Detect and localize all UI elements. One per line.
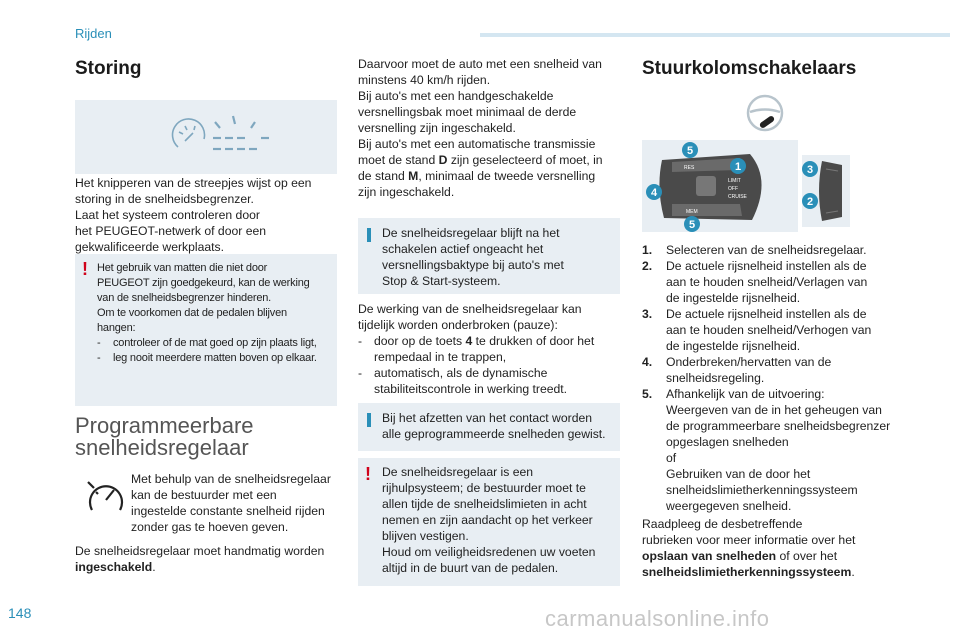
mat-warning-text: Het gebruik van matten die niet door PEUGEOT zijn goedgekeurd, kan de werking van de snelheidsbegrenzer hinderen. Om te voorkomen dat de pedalen blijven hangen: - controleer of de mat goed op zijn plaats ligt, - leg nooit meerdere matten boven op elkaar. — [97, 261, 333, 366]
page-number: 148 — [8, 605, 32, 621]
warning-icon: ! — [82, 259, 88, 279]
steering-wheel-icon — [745, 93, 785, 138]
storing-title: Storing — [75, 58, 142, 79]
mat-warning-box — [75, 254, 337, 406]
warning-icon: ! — [365, 464, 371, 484]
list-item: 2. De actuele rijsnelheid instellen als de aan te houden snelheid/Verlagen van de ingestelde rijsnelheid. — [642, 259, 868, 305]
driver-responsibility-warning-box — [358, 458, 620, 586]
speed-requirement-text: Daarvoor moet de auto met een snelheid van minstens 40 km/h rijden. Bij auto's met een handgeschakelde versnellingsbak moet minimaal de derde versnelling zijn ingeschakeld. Bij auto's met een automatische transmissie moet de stand D zijn geselecteerd of moet, in de stand M, minimaal de tweede versnelling zijn ingeschakeld. — [358, 57, 603, 199]
svg-text:5: 5 — [688, 219, 696, 231]
list-item: 4. Onderbreken/hervatten van de snelheidsregeling. — [642, 355, 832, 385]
svg-text:4: 4 — [650, 187, 658, 199]
programmable-cruise-intro: Met behulp van de snelheidsregelaar kan de bestuurder met een ingestelde constante snelheid rijden zonder gas te hoeven geven. — [131, 472, 331, 534]
storing-text: Het knipperen van de streepjes wijst op een storing in de snelheidsbegrenzer. Laat het systeem controleren door het PEUGEOT-netwerk of door een gekwalificeerde werkplaats. — [75, 176, 312, 254]
list-item: 5. Afhankelijk van de uitvoering: Weergeven van de in het geheugen van de programmeerbare snelheidsbegrenzer opgeslagen snelheden of Gebruiken van de door het snelheidslimietherkenningssysteem weergegeven snelheid. — [642, 387, 891, 513]
driver-responsibility-text: De snelheidsregelaar is een rijhulpsysteem; de bestuurder moet te allen tijde de snelheidslimieten in acht nemen en zijn aandacht op het verkeer blijven vestigen. Houd om veiligheidsredenen uw voeten altijd in de buurt van de pedalen. — [382, 465, 596, 575]
svg-text:3: 3 — [806, 164, 814, 176]
svg-text:1: 1 — [734, 161, 742, 173]
info-box-stop-start — [358, 218, 620, 294]
list-item: - leg nooit meerdere matten boven op elkaar. — [97, 352, 317, 364]
mem-label: MEM — [686, 209, 698, 215]
stalk-diagram-side — [802, 155, 850, 227]
badge-1 — [730, 158, 746, 174]
list-item: - door op de toets 4 te drukken of door het — [358, 334, 595, 348]
header-divider — [480, 33, 950, 37]
badge-4 — [646, 184, 662, 200]
limit-label: LIMIT — [728, 178, 741, 184]
info-icon — [367, 413, 371, 427]
list-item: stabiliteitscontrole in werking treedt. — [374, 382, 568, 396]
list-item: 1. Selecteren van de snelheidsregelaar. — [642, 243, 867, 257]
reference-text: Raadpleeg de desbetreffende rubrieken voor meer informatie over het opslaan van snelheden of over het snelheidslimietherkenningssysteem. — [642, 517, 856, 579]
speed-limiter-display-box — [75, 100, 337, 174]
svg-text:5: 5 — [686, 145, 694, 157]
pause-text: De werking van de snelheidsregelaar kan tijdelijk worden onderbroken (pauze): - door op de toets 4 te drukken of door het rempedaal in te trappen, - automatisch, als de dynamische stabiliteitscontrole in werking treedt. — [358, 301, 620, 397]
off-label: OFF — [728, 186, 738, 192]
res-label: RES — [684, 165, 695, 171]
badge-5-top — [682, 142, 698, 158]
list-item: - controleer of de mat goed op zijn plaats ligt, — [97, 337, 317, 349]
blinking-dashes-icon — [75, 100, 337, 174]
manual-activation-text: De snelheidsregelaar moet handmatig worden ingeschakeld. — [75, 544, 325, 574]
badge-3 — [802, 161, 818, 177]
section-header: Rijden — [75, 26, 112, 41]
svg-text:2: 2 — [806, 196, 814, 208]
info-box-ignition — [358, 403, 620, 451]
programmable-cruise-title: Programmeerbare snelheidsregelaar — [75, 413, 254, 460]
list-item: 3. De actuele rijsnelheid instellen als de aan te houden snelheid/Verhogen van de ingestelde rijsnelheid. — [642, 307, 872, 353]
info-ignition-text: Bij het afzetten van het contact worden alle geprogrammeerde snelheden gewist. — [382, 411, 606, 441]
controls-list — [642, 242, 904, 514]
badge-2 — [802, 193, 818, 209]
cruise-stalk-diagram — [642, 140, 798, 232]
info-icon — [367, 228, 371, 242]
badge-5-bottom — [684, 216, 700, 232]
list-item: - automatisch, als de dynamische — [358, 366, 548, 380]
stalk-side-view — [802, 155, 850, 227]
cruise-label: CRUISE — [728, 194, 747, 200]
steering-column-switches-title: Stuurkolomschakelaars — [642, 58, 857, 79]
watermark: carmanualsonline.info — [545, 606, 770, 631]
list-item: rempedaal in te trappen, — [374, 350, 507, 364]
cruise-control-icon — [84, 476, 128, 521]
stalk-diagram-front — [642, 140, 798, 232]
info-stop-start-text: De snelheidsregelaar blijft na het schakelen actief ongeacht het versnellingsbaktype bij auto's met Stop & Start-systeem. — [382, 226, 564, 288]
